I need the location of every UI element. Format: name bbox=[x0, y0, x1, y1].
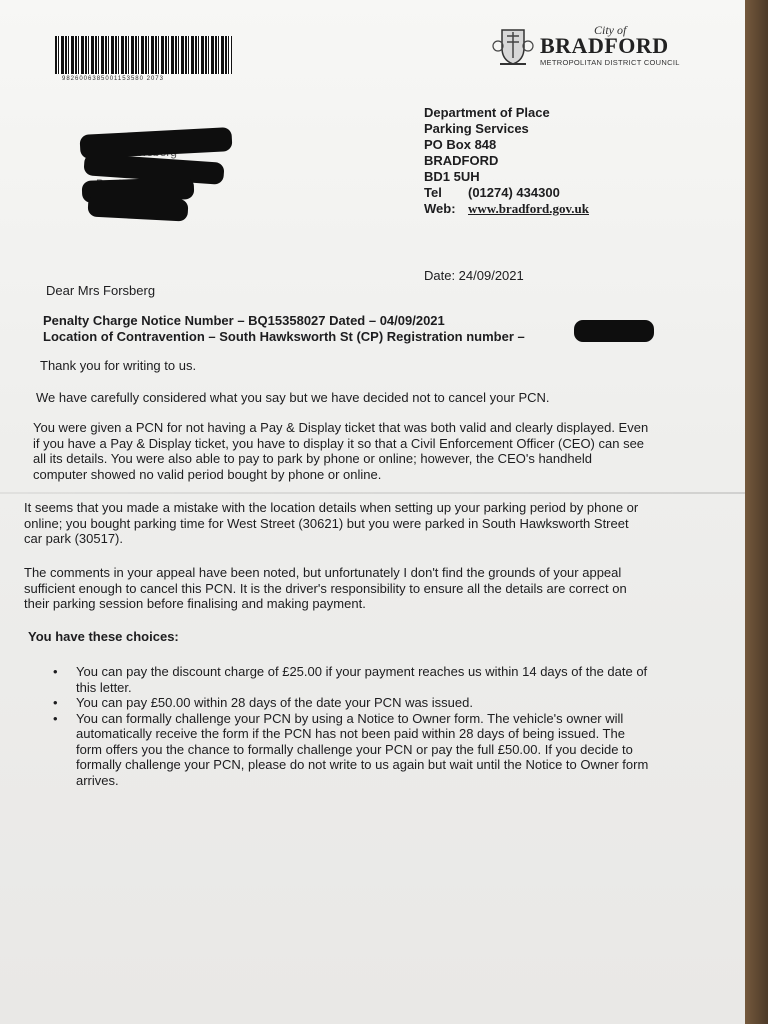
salutation: Dear Mrs Forsberg bbox=[46, 283, 156, 298]
paragraph-line: all its details. You were also able to pay to park by phone or online; however, the CEO's handheld bbox=[33, 451, 592, 466]
logo-council-subtitle: METROPOLITAN DISTRICT COUNCIL bbox=[540, 58, 680, 67]
list-item-line: automatically receive the form if the PCN has not been paid within 28 days of being issued. The bbox=[76, 726, 625, 741]
list-item-line: You can pay the discount charge of £25.00 if your payment reaches us within 14 days of the date of bbox=[76, 664, 648, 679]
sender-line: BD1 5UH bbox=[424, 169, 480, 184]
paragraph-location-mistake bbox=[24, 500, 638, 547]
paragraph-line: computer showed no valid period bought by phone or online. bbox=[33, 466, 382, 482]
thanks-sentence: Thank you for writing to us. bbox=[40, 358, 197, 373]
paragraph-line: sufficient enough to cancel this PCN. It is the driver's responsibility to ensure all the details are correct on bbox=[24, 580, 627, 596]
list-item bbox=[50, 695, 648, 711]
sender-line: Parking Services bbox=[424, 121, 529, 136]
logo-city-of: City of bbox=[594, 23, 627, 37]
contravention-location-line: Location of Contravention – South Hawksworth St (CP) Registration number – bbox=[43, 329, 525, 344]
bullet-marker: • bbox=[53, 664, 58, 679]
list-item-line: arrives. bbox=[76, 772, 119, 788]
list-item-line: form offers you the chance to formally challenge your PCN or pay the full £50.00. If you decide to bbox=[76, 741, 633, 757]
sender-line: BRADFORD bbox=[424, 153, 499, 168]
paragraph-appeal-comments bbox=[24, 565, 627, 612]
list-item bbox=[50, 711, 648, 789]
bullet-marker: • bbox=[53, 710, 58, 726]
web-link[interactable]: www.bradford.gov.uk bbox=[468, 201, 589, 216]
council-crest-icon bbox=[490, 22, 536, 68]
paragraph-line: online; you bought parking time for West Street (30621) but you were parked in South Hawksworth Street bbox=[24, 515, 629, 531]
list-item-line: this letter. bbox=[76, 679, 132, 695]
web-label: Web: bbox=[424, 201, 456, 216]
registration-redaction-mark bbox=[574, 320, 654, 342]
decision-sentence: We have carefully considered what you say but we have decided not to cancel your PCN. bbox=[36, 390, 550, 405]
sender-telephone bbox=[424, 185, 589, 201]
list-item-line: You can pay £50.00 within 28 days of the date your PCN was issued. bbox=[76, 695, 473, 710]
barcode bbox=[55, 36, 232, 74]
barcode-number: 9826006385001153580 2073 bbox=[62, 76, 164, 82]
sender-website bbox=[424, 201, 589, 217]
pcn-reference-line: Penalty Charge Notice Number – BQ15358027 Dated – 04/09/2021 bbox=[43, 313, 445, 328]
choices-heading: You have these choices: bbox=[28, 629, 179, 644]
list-item bbox=[50, 664, 648, 695]
paragraph-line: It seems that you made a mistake with the location details when setting up your parking period by phone or bbox=[24, 500, 639, 515]
letter-date: Date: 24/09/2021 bbox=[424, 268, 524, 283]
paragraph-line: You were given a PCN for not having a Pay & Display ticket that was both valid and clearly displayed. Even bbox=[33, 420, 649, 435]
paragraph-line: car park (30517). bbox=[24, 531, 123, 546]
logo-council-name: BRADFORD bbox=[540, 33, 669, 58]
bullet-marker: • bbox=[53, 695, 58, 710]
tel-number: (01274) 434300 bbox=[468, 185, 560, 200]
page-fold-line bbox=[0, 492, 745, 494]
redaction-mark bbox=[87, 194, 188, 221]
choices-list bbox=[50, 664, 648, 788]
sender-line: PO Box 848 bbox=[424, 137, 497, 152]
tel-label: Tel bbox=[424, 185, 442, 200]
list-item-line: You can formally challenge your PCN by using a Notice to Owner form. The vehicle's owner will bbox=[76, 710, 624, 726]
sender-line: Department of Place bbox=[424, 105, 550, 120]
paragraph-line: their parking session before finalising and making payment. bbox=[24, 596, 366, 611]
list-item-line: formally challenge your PCN, please do not write to us again but wait until the Notice to Owner form bbox=[76, 757, 649, 772]
paragraph-line: if you have a Pay & Display ticket, you have to display it so that a Civil Enforcement Officer (CEO) can see bbox=[33, 435, 645, 451]
paragraph-pay-and-display bbox=[33, 420, 648, 482]
paragraph-line: The comments in your appeal have been noted, but unfortunately I don't find the grounds of your appeal bbox=[24, 565, 622, 580]
sender-address bbox=[424, 105, 589, 217]
